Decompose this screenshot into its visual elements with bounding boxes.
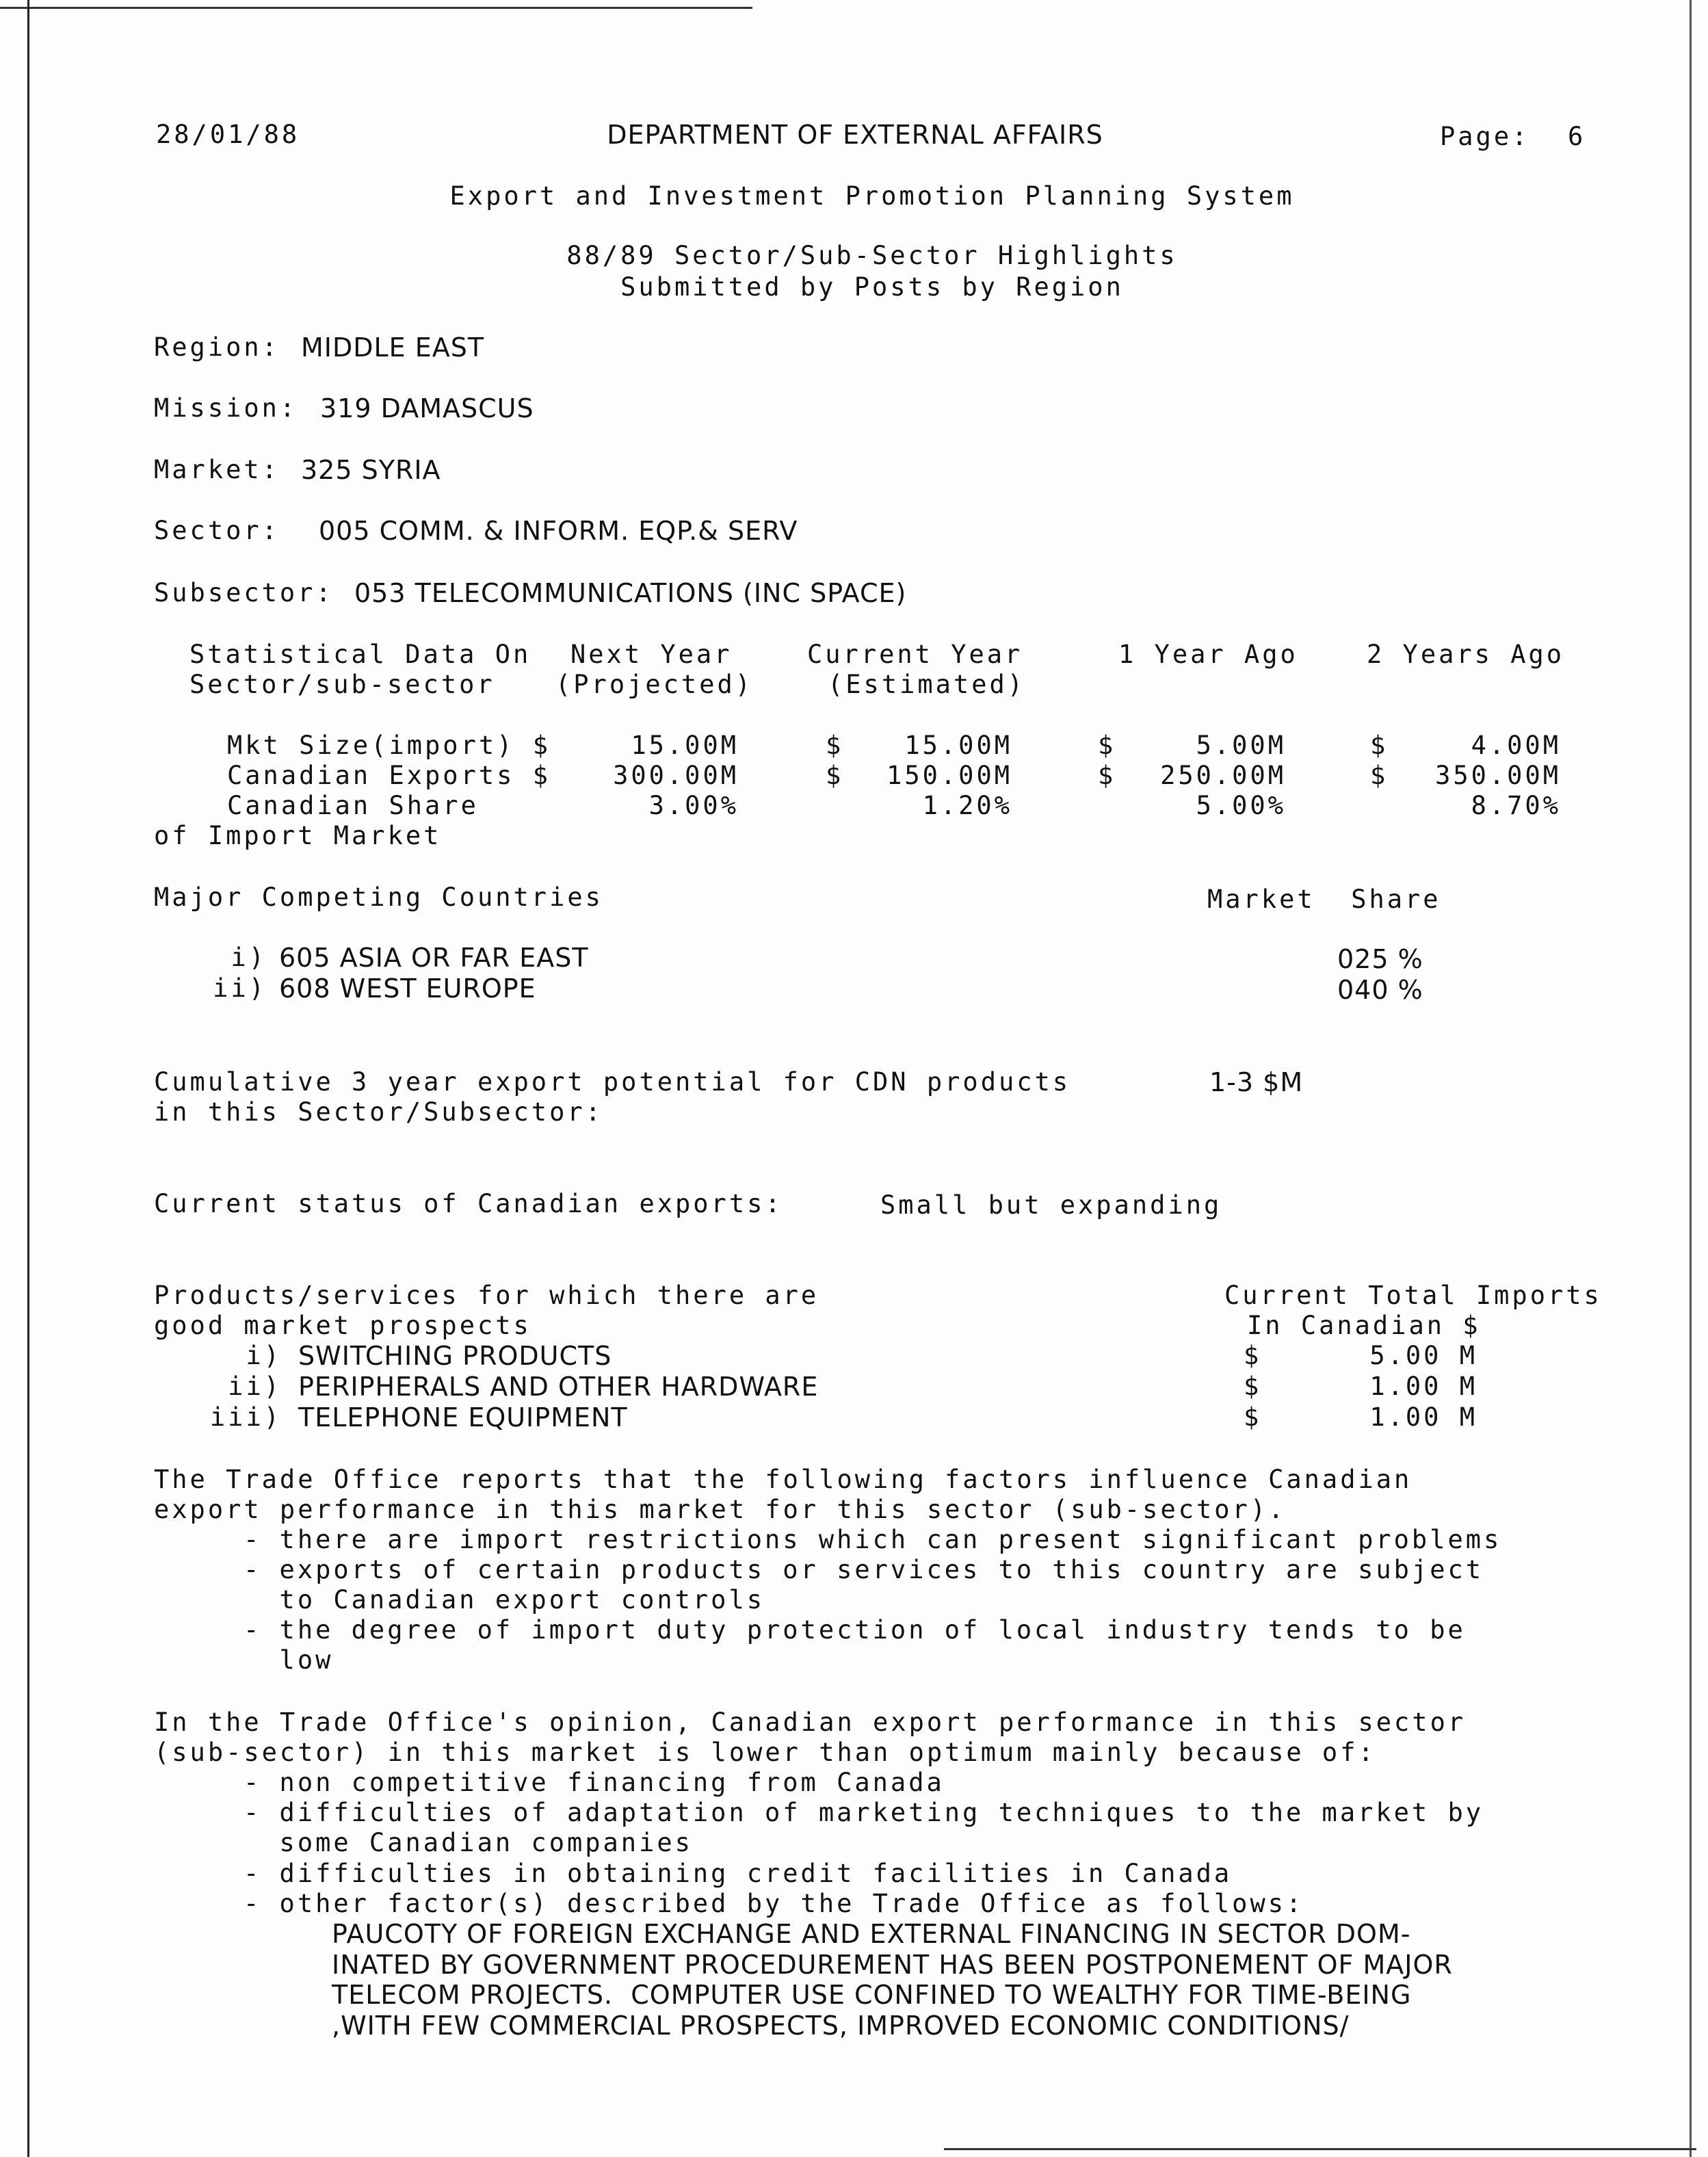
product-name: SWITCHING PRODUCTS	[298, 1341, 612, 1371]
dollar-sign: $	[1098, 761, 1116, 790]
factor-item: low	[244, 1645, 334, 1675]
product-currency: $	[1244, 1341, 1262, 1370]
col-next-year: Next Year	[570, 640, 733, 669]
competitors-heading: Major Competing Countries	[154, 883, 603, 912]
competitor-share: 040 %	[1337, 975, 1423, 1005]
competitor-name: 608 WEST EUROPE	[279, 973, 536, 1004]
stats-row-label: Canadian Exports $	[227, 761, 551, 790]
stats-heading-line1: Statistical Data On	[189, 640, 531, 669]
market-share-heading: Market Share	[1207, 885, 1441, 914]
sector-value: 005 COMM. & INFORM. EQP.& SERV	[319, 516, 798, 546]
competitor-num: ii)	[213, 973, 267, 1003]
opinion-intro-line1: In the Trade Office's opinion, Canadian export performance in this sector	[154, 1708, 1467, 1737]
region-value: MIDDLE EAST	[301, 332, 485, 363]
competitor-num: i)	[231, 943, 267, 972]
potential-value: 1-3 $M	[1209, 1067, 1304, 1097]
product-name: TELEPHONE EQUIPMENT	[298, 1402, 628, 1433]
market-value: 325 SYRIA	[301, 455, 441, 485]
opinion-detail-line: ,WITH FEW COMMERCIAL PROSPECTS, IMPROVED ECONOMIC CONDITIONS/	[332, 2011, 1350, 2041]
factor-item: - the degree of import duty protection of local industry tends to be	[244, 1615, 1466, 1645]
product-amount: 1.00 M	[1369, 1372, 1477, 1401]
product-amount: 5.00 M	[1369, 1341, 1477, 1370]
opinion-item: - difficulties in obtaining credit facilities in Canada	[244, 1859, 1233, 1888]
factor-item: - there are import restrictions which can present significant problems	[244, 1525, 1502, 1554]
stats-value-2y: 350.00M	[1435, 761, 1561, 790]
dollar-sign: $	[1370, 731, 1389, 760]
stats-value-next: 15.00M	[631, 731, 739, 760]
stats-value-next: 300.00M	[613, 761, 739, 790]
imports-heading-line1: Current Total Imports	[1224, 1281, 1602, 1310]
mission-value: 319 DAMASCUS	[320, 393, 534, 423]
stats-value-1y: 5.00M	[1196, 731, 1286, 760]
stats-heading-line2: Sector/sub-sector	[189, 670, 495, 699]
dollar-sign: $	[826, 761, 844, 790]
col-current-year: Current Year	[807, 640, 1023, 669]
factors-intro-line2: export performance in this market for this sector (sub-sector).	[154, 1495, 1287, 1524]
status-label: Current status of Canadian exports:	[154, 1189, 783, 1218]
region-label: Region:	[154, 332, 280, 362]
dollar-sign: $	[1098, 731, 1116, 760]
competitor-share: 025 %	[1337, 944, 1423, 974]
sector-label: Sector:	[154, 516, 280, 545]
product-num: i)	[246, 1341, 282, 1370]
report-subtitle: Submitted by Posts by Region	[620, 272, 1124, 302]
stats-value-current: 150.00M	[886, 761, 1012, 790]
subsector-value: 053 TELECOMMUNICATIONS (INC SPACE)	[354, 578, 907, 608]
dollar-sign: $	[1370, 761, 1389, 790]
factor-item: to Canadian export controls	[244, 1585, 765, 1615]
report-date: 28/01/88	[156, 120, 300, 149]
product-num: iii)	[209, 1402, 282, 1432]
opinion-intro-line2: (sub-sector) in this market is lower than optimum mainly because of:	[154, 1738, 1376, 1767]
products-heading-line1: Products/services for which there are	[154, 1281, 819, 1310]
report-title: 88/89 Sector/Sub-Sector Highlights	[566, 241, 1178, 270]
col-next-year-sub: (Projected)	[555, 670, 754, 699]
scan-edge-right	[1690, 0, 1692, 2157]
product-name: PERIPHERALS AND OTHER HARDWARE	[298, 1372, 819, 1402]
mission-label: Mission:	[154, 393, 298, 423]
product-num: ii)	[228, 1372, 282, 1401]
stats-row-label: Mkt Size(import) $	[227, 731, 551, 760]
stats-value-2y: 8.70%	[1471, 791, 1561, 820]
share-suffix: of Import Market	[154, 821, 442, 850]
col-1-year-ago: 1 Year Ago	[1118, 640, 1298, 669]
stats-value-1y: 5.00%	[1196, 791, 1286, 820]
factor-item: - exports of certain products or services to this country are subject	[244, 1555, 1484, 1584]
imports-heading-line2: In Canadian $	[1247, 1311, 1481, 1340]
scan-edge-top	[0, 7, 752, 9]
col-current-year-sub: (Estimated)	[828, 670, 1026, 699]
department-name: DEPARTMENT OF EXTERNAL AFFAIRS	[607, 120, 1103, 150]
stats-value-1y: 250.00M	[1160, 761, 1286, 790]
scan-edge-left	[27, 0, 29, 2157]
opinion-item: - difficulties of adaptation of marketing techniques to the market by	[244, 1798, 1484, 1827]
product-currency: $	[1244, 1402, 1262, 1432]
potential-line2: in this Sector/Subsector:	[154, 1097, 603, 1127]
stats-value-next: 3.00%	[648, 791, 739, 820]
factors-intro-line1: The Trade Office reports that the following factors influence Canadian	[154, 1465, 1413, 1494]
opinion-item: - non competitive financing from Canada	[244, 1768, 945, 1797]
opinion-detail-line: INATED BY GOVERNMENT PROCEDUREMENT HAS BEEN POSTPONEMENT OF MAJOR	[332, 1950, 1453, 1980]
page-number: 6	[1568, 122, 1586, 151]
dollar-sign: $	[826, 731, 844, 760]
col-2-years-ago: 2 Years Ago	[1367, 640, 1565, 669]
stats-value-current: 1.20%	[922, 791, 1012, 820]
products-heading-line2: good market prospects	[154, 1311, 531, 1340]
opinion-item: some Canadian companies	[244, 1828, 693, 1857]
opinion-detail-line: TELECOM PROJECTS. COMPUTER USE CONFINED TO WEALTHY FOR TIME-BEING	[332, 1980, 1412, 2010]
market-label: Market:	[154, 455, 280, 484]
potential-line1: Cumulative 3 year export potential for CDN products	[154, 1067, 1071, 1097]
status-value: Small but expanding	[880, 1190, 1222, 1220]
product-amount: 1.00 M	[1369, 1402, 1477, 1432]
product-currency: $	[1244, 1372, 1262, 1401]
stats-value-current: 15.00M	[904, 731, 1012, 760]
competitor-name: 605 ASIA OR FAR EAST	[279, 943, 589, 973]
scan-edge-bottom	[944, 2148, 1696, 2150]
subsector-label: Subsector:	[154, 578, 334, 607]
stats-value-2y: 4.00M	[1471, 731, 1561, 760]
page-label: Page:	[1440, 122, 1530, 151]
system-title: Export and Investment Promotion Planning System	[449, 181, 1295, 211]
opinion-item: - other factor(s) described by the Trade Office as follows:	[244, 1889, 1304, 1918]
stats-row-label: Canadian Share	[227, 791, 479, 820]
opinion-detail-line: PAUCOTY OF FOREIGN EXCHANGE AND EXTERNAL FINANCING IN SECTOR DOM-	[332, 1919, 1411, 1949]
